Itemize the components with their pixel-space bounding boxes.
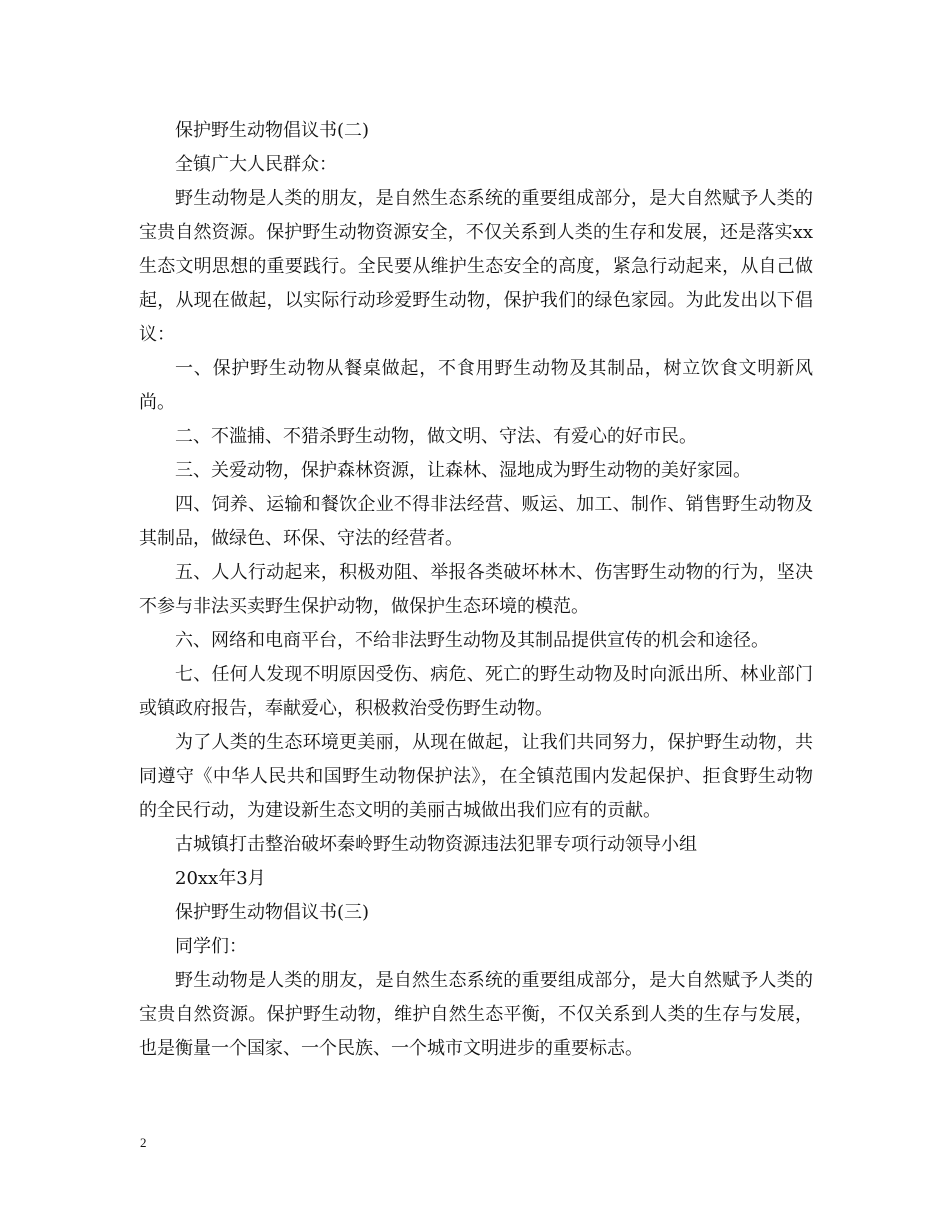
initiative-item-6: 六、网络和电商平台，不给非法野生动物及其制品提供宣传的机会和途径。: [175, 630, 769, 651]
page-number: 2: [140, 1135, 147, 1150]
salutation-2: 同学们：: [175, 936, 247, 957]
initiative-item-3: 三、关爱动物，保护森林资源，让森林、湿地成为野生动物的美好家园。: [175, 460, 751, 481]
closing-paragraph: 为了人类的生态环境更美丽，从现在做起，让我们共同努力，保护野生动物，共同遵守《中华人民共和国野生动物保护法》，在全镇范围内发起保护、拒食野生动物的全民行动，为建设新生态文明的美丽古城做出我们应有的贡献。: [139, 732, 813, 821]
initiative-item-7: 七、任何人发现不明原因受伤、病危、死亡的野生动物及时向派出所、林业部门或镇政府报告，奉献爱心，积极救治受伤野生动物。: [139, 664, 813, 719]
initiative-item-5: 五、人人行动起来，积极劝阻、举报各类破坏林木、伤害野生动物的行为，坚决不参与非法买卖野生保护动物，做保护生态环境的模范。: [139, 562, 813, 617]
section-title-3: 保护野生动物倡议书(三): [175, 902, 370, 923]
intro-paragraph-1: 野生动物是人类的朋友，是自然生态系统的重要组成部分，是大自然赋予人类的宝贵自然资源。保护野生动物资源安全，不仅关系到人类的生存和发展，还是落实xx生态文明思想的重要践行。全民要从维护生态安全的高度，紧急行动起来，从自己做起，从现在做起，以实际行动珍爱野生动物，保护我们的绿色家园。为此发出以下倡议：: [139, 188, 813, 345]
initiative-item-2: 二、不滥捕、不猎杀野生动物，做文明、守法、有爱心的好市民。: [175, 426, 697, 447]
signature-organization: 古城镇打击整治破坏秦岭野生动物资源违法犯罪专项行动领导小组: [175, 834, 697, 855]
salutation-1: 全镇广大人民群众：: [175, 154, 337, 175]
signature-date: 20xx年3月: [175, 868, 266, 889]
initiative-item-1: 一、保护野生动物从餐桌做起，不食用野生动物及其制品，树立饮食文明新风尚。: [139, 358, 813, 413]
intro-paragraph-2: 野生动物是人类的朋友，是自然生态系统的重要组成部分，是大自然赋予人类的宝贵自然资源。保护野生动物，维护自然生态平衡，不仅关系到人类的生存与发展，也是衡量一个国家、一个民族、一个城市文明进步的重要标志。: [139, 970, 813, 1059]
document-body: [139, 114, 813, 1066]
section-title-2: 保护野生动物倡议书(二): [175, 120, 370, 141]
initiative-item-4: 四、饲养、运输和餐饮企业不得非法经营、贩运、加工、制作、销售野生动物及其制品，做绿色、环保、守法的经营者。: [139, 494, 813, 549]
